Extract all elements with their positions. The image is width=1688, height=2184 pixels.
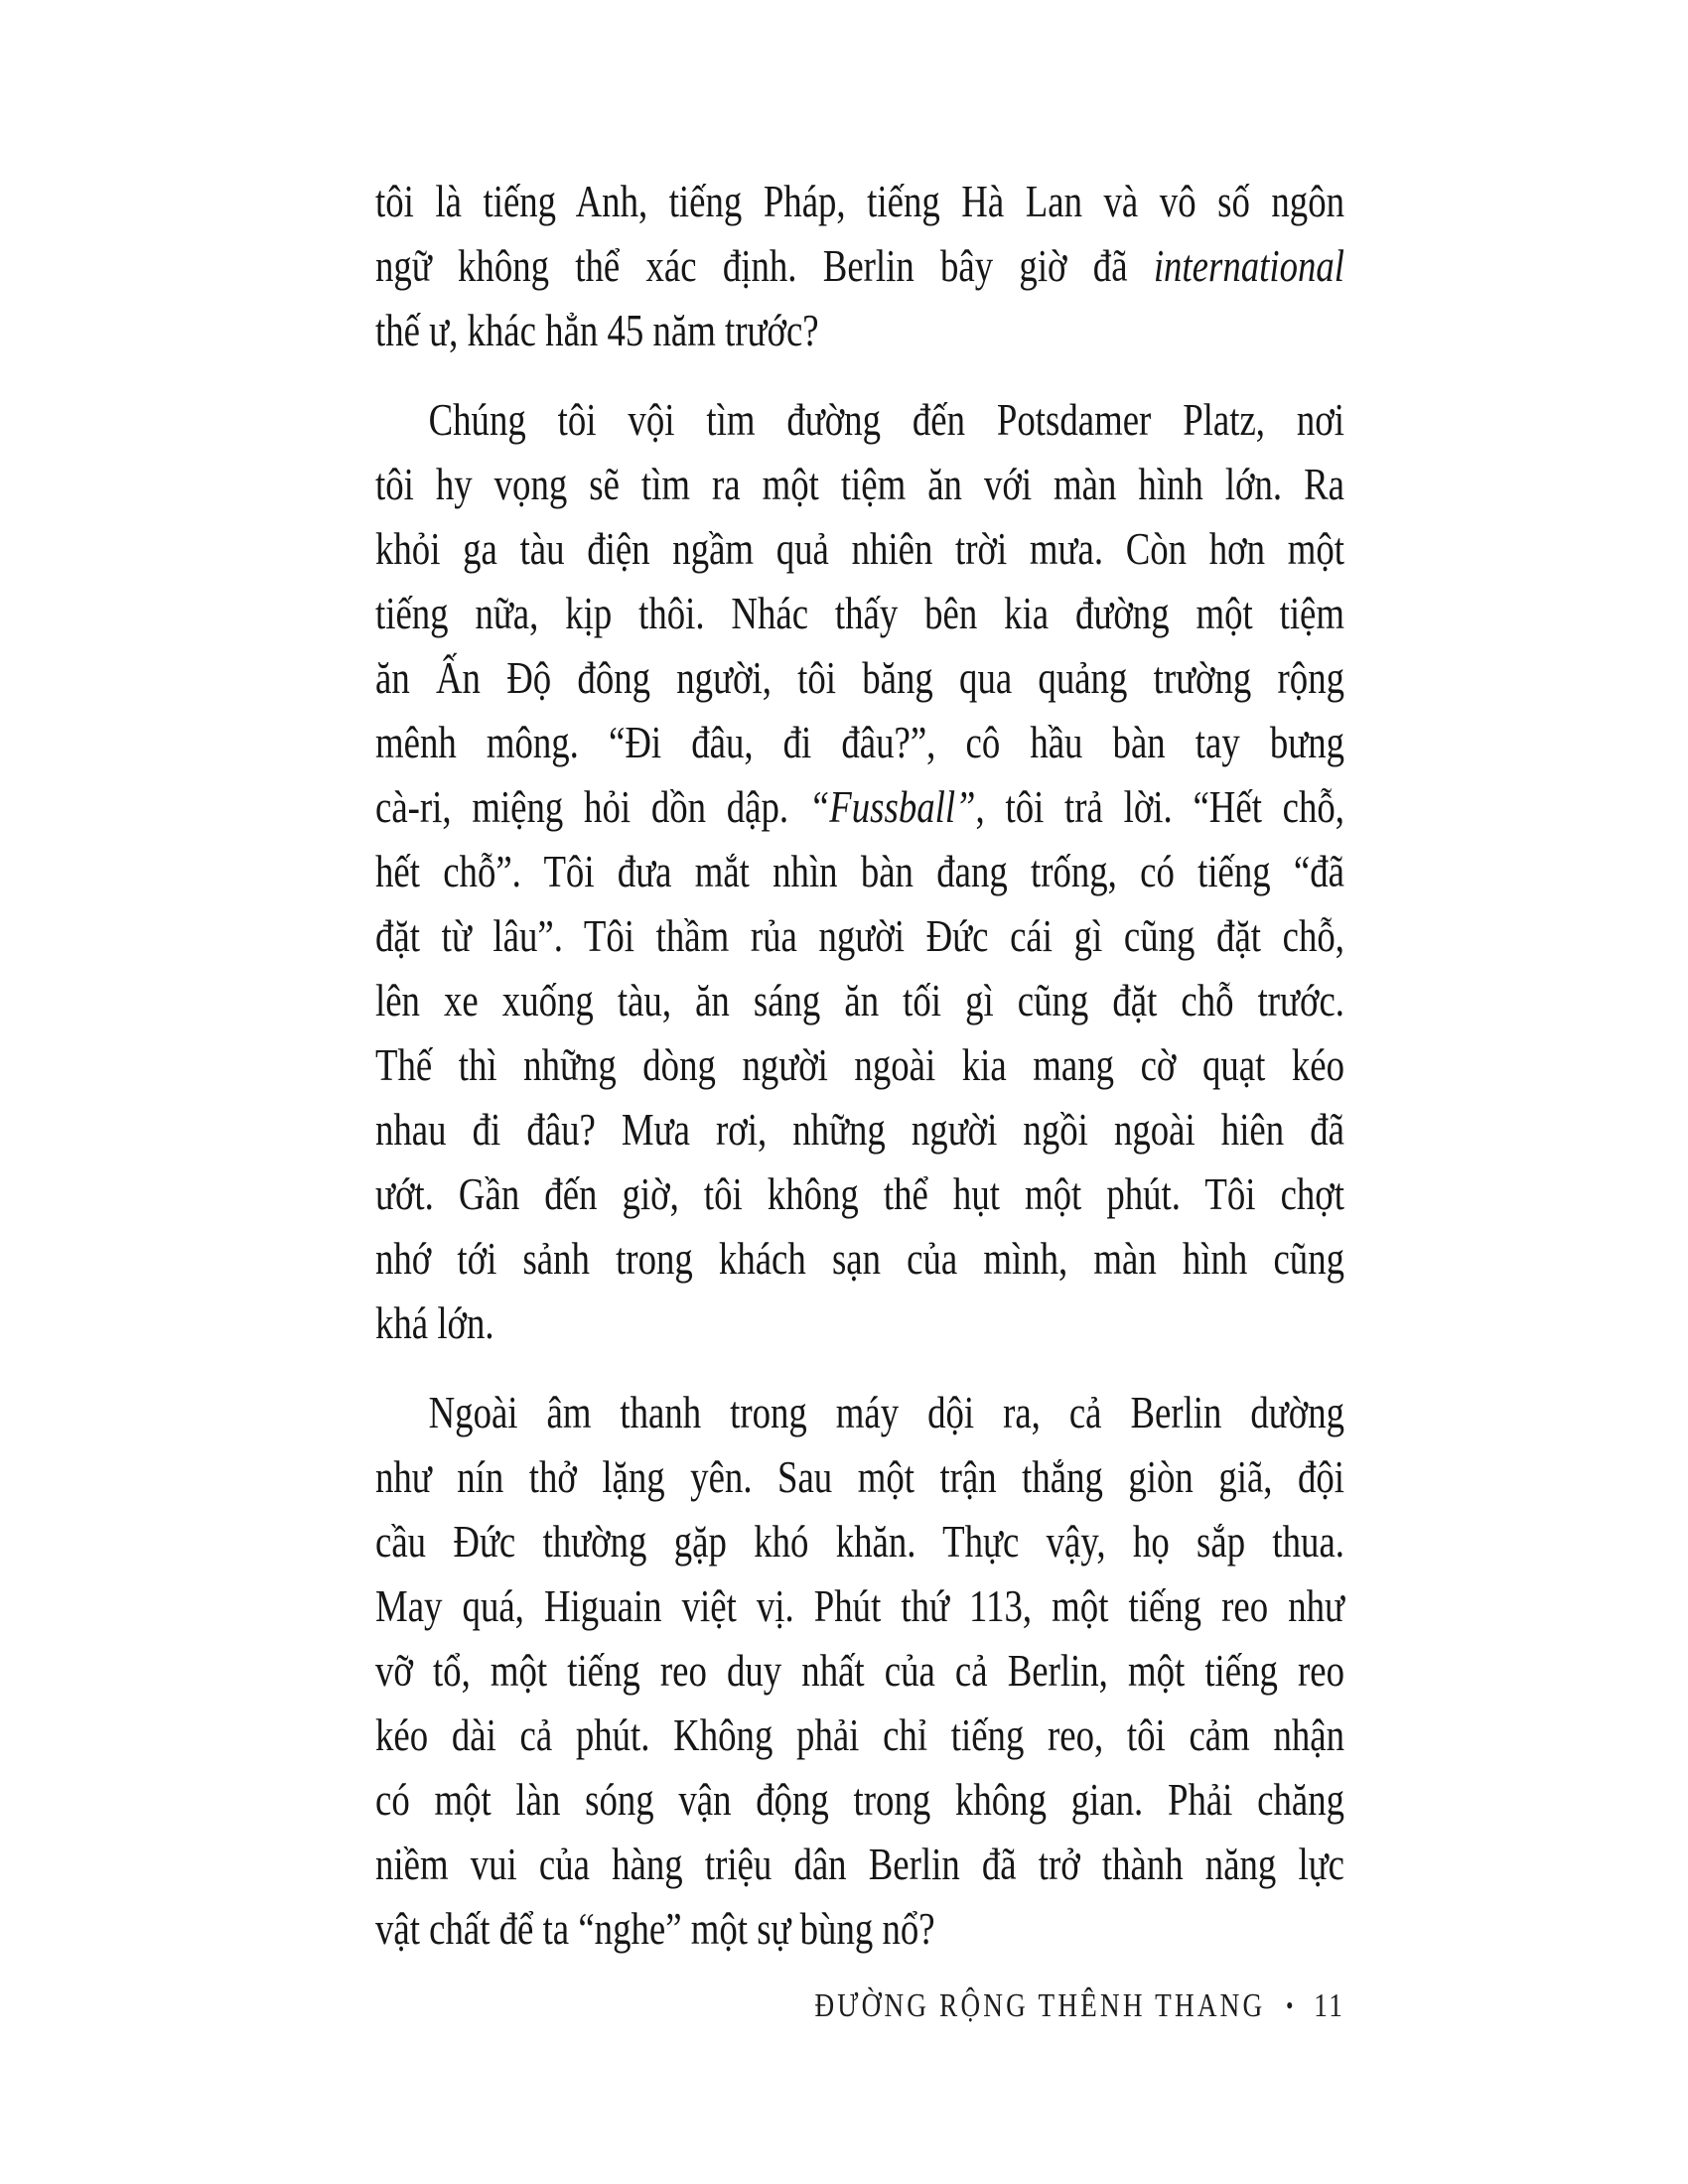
text-line: [375, 233, 1344, 298]
text-line: [375, 1509, 1344, 1573]
text-line: [375, 452, 1344, 516]
line-segment: vật chất để ta “nghe” một sự bùng nổ?: [375, 1903, 935, 1954]
line-segment: ướt. Gần đến giờ, tôi không thể hụt một phút. Tôi chợt: [375, 1168, 1344, 1219]
line-segment: thế ư, khác hẳn 45 năm trước?: [375, 305, 819, 355]
text-line: [375, 169, 1344, 233]
line-segment: lên xe xuống tàu, ăn sáng ăn tối gì cũng đặt chỗ trước.: [375, 975, 1344, 1025]
text-line: [375, 968, 1344, 1032]
line-segment: vỡ tổ, một tiếng reo duy nhất của cả Berlin, một tiếng reo: [375, 1645, 1344, 1696]
text-line: [375, 298, 1344, 362]
text-line: [375, 1032, 1344, 1097]
text-line: [375, 645, 1344, 710]
paragraph: [375, 387, 1344, 1355]
line-segment: đặt từ lâu”. Tôi thầm rủa người Đức cái gì cũng đặt chỗ,: [375, 910, 1344, 961]
text-line: [375, 1832, 1344, 1896]
text-line: [375, 516, 1344, 581]
line-segment: cầu Đức thường gặp khó khăn. Thực vậy, họ sắp thua.: [375, 1516, 1344, 1567]
text-line: [375, 839, 1344, 903]
line-segment: nhớ tới sảnh trong khách sạn của mình, màn hình cũng: [375, 1233, 1344, 1284]
line-segment: cà-ri, miệng hỏi dồn dập.: [375, 781, 809, 832]
text-line: [375, 1896, 1344, 1961]
body-text: [375, 169, 1344, 1961]
line-segment: có một làn sóng vận động trong không gian. Phải chăng: [375, 1774, 1344, 1825]
line-segment: tôi là tiếng Anh, tiếng Pháp, tiếng Hà Lan và vô số ngôn: [375, 176, 1344, 226]
line-segment: ngữ không thể xác định. Berlin bây giờ đã: [375, 240, 1154, 291]
line-segment: tôi hy vọng sẽ tìm ra một tiệm ăn với màn hình lớn. Ra: [375, 459, 1344, 509]
line-segment: như nín thở lặng yên. Sau một trận thắng giòn giã, đội: [375, 1451, 1344, 1502]
text-line: [375, 1638, 1344, 1703]
text-line: [375, 774, 1344, 839]
text-line: [375, 1226, 1344, 1291]
text-line: [375, 1161, 1344, 1226]
text-line: [375, 1767, 1344, 1832]
text-line: [375, 1291, 1344, 1355]
line-segment: niềm vui của hàng triệu dân Berlin đã trở thành năng lực: [375, 1839, 1344, 1889]
paragraph: [375, 1380, 1344, 1961]
line-segment: khỏi ga tàu điện ngầm quả nhiên trời mưa. Còn hơn một: [375, 523, 1344, 574]
text-line: [375, 710, 1344, 774]
line-segment: Thế thì những dòng người ngoài kia mang cờ quạt kéo: [375, 1039, 1344, 1090]
line-segment: hết chỗ”. Tôi đưa mắt nhìn bàn đang trống, có tiếng “đã: [375, 846, 1344, 896]
text-line: [375, 1444, 1344, 1509]
line-segment: , tôi trả lời. “Hết chỗ,: [975, 781, 1344, 832]
line-segment: tiếng nữa, kịp thôi. Nhác thấy bên kia đường một tiệm: [375, 588, 1344, 638]
text-line: [375, 903, 1344, 968]
line-segment: mênh mông. “Đi đâu, đi đâu?”, cô hầu bàn tay bưng: [375, 717, 1344, 767]
text-line: [375, 1097, 1344, 1161]
page-footer: [814, 1985, 1344, 2027]
text-line: [375, 387, 1344, 452]
page-number: 11: [1314, 1987, 1344, 2024]
bullet-separator: •: [1285, 1991, 1294, 2020]
text-line: [375, 581, 1344, 645]
running-title: ĐƯỜNG RỘNG THÊNH THANG: [814, 1987, 1266, 2024]
line-segment-italic: international: [1153, 240, 1344, 291]
line-segment: nhau đi đâu? Mưa rơi, những người ngồi ngoài hiên đã: [375, 1104, 1344, 1155]
text-line: [375, 1573, 1344, 1638]
paragraph: [375, 169, 1344, 362]
line-segment: ăn Ấn Độ đông người, tôi băng qua quảng trường rộng: [375, 652, 1344, 703]
line-segment: Ngoài âm thanh trong máy dội ra, cả Berlin dường: [428, 1387, 1345, 1437]
text-line: [375, 1380, 1344, 1444]
line-segment: May quá, Higuain việt vị. Phút thứ 113, một tiếng reo như: [375, 1580, 1344, 1631]
line-segment: kéo dài cả phút. Không phải chỉ tiếng reo, tôi cảm nhận: [375, 1709, 1344, 1760]
line-segment: Chúng tôi vội tìm đường đến Potsdamer Platz, nơi: [428, 394, 1345, 445]
line-segment-italic: “Fussball”: [808, 781, 976, 832]
text-line: [375, 1703, 1344, 1767]
line-segment: khá lớn.: [375, 1297, 494, 1348]
